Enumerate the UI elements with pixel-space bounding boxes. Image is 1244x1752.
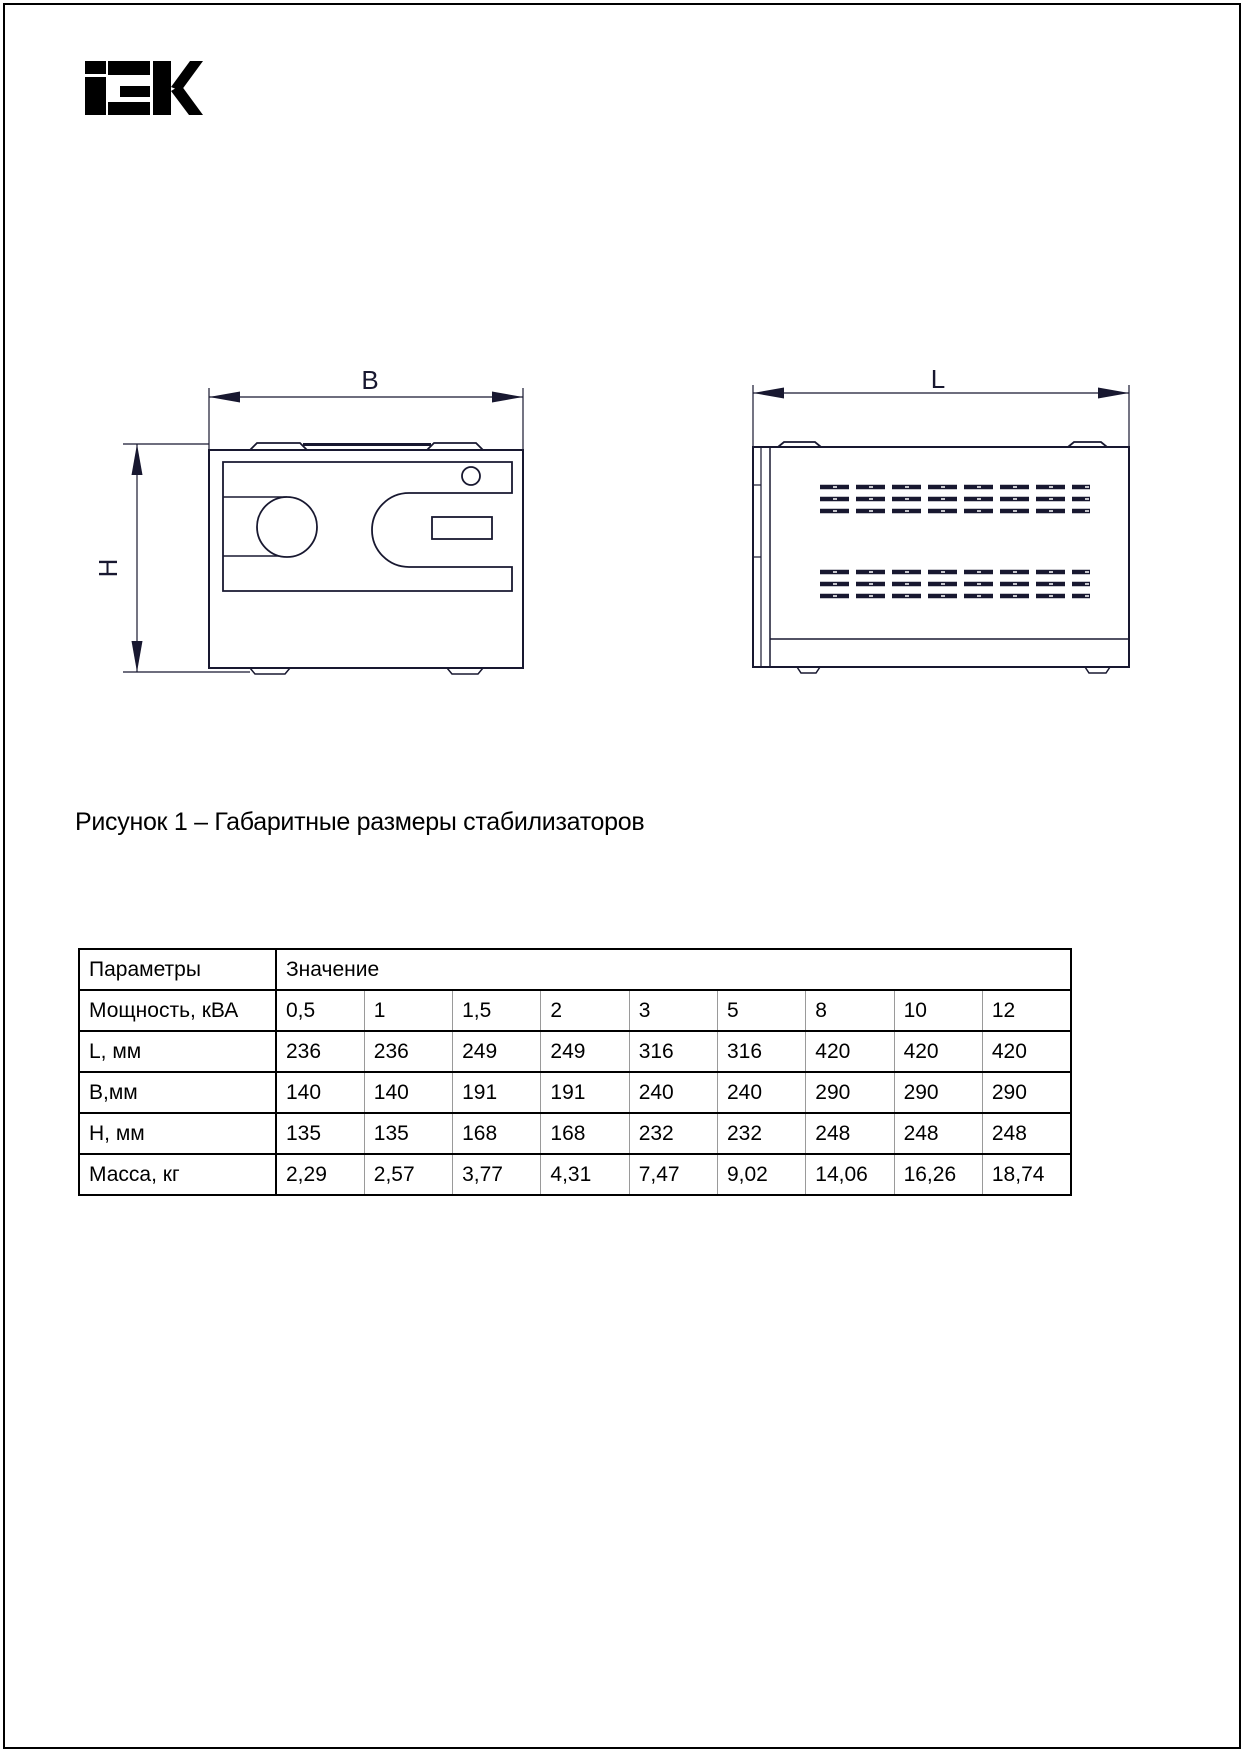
table-cell: 14,06 xyxy=(806,1154,894,1195)
table-row-power xyxy=(79,990,1071,1031)
table-cell: 420 xyxy=(806,1031,894,1072)
table-cell: 12 xyxy=(982,990,1070,1031)
display-window xyxy=(432,517,492,539)
figure-drawings xyxy=(0,0,1244,760)
row-label: Н, мм xyxy=(79,1113,276,1154)
table-cell: 248 xyxy=(982,1113,1070,1154)
value-header-cell: Значение xyxy=(286,957,380,981)
table-cell: 3,77 xyxy=(453,1154,541,1195)
vent-slots xyxy=(820,487,1090,596)
front-top-handle xyxy=(250,443,483,450)
table-cell: 232 xyxy=(717,1113,805,1154)
table-row-length xyxy=(79,1031,1071,1072)
table-cell: 240 xyxy=(717,1072,805,1113)
table-cell: 290 xyxy=(806,1072,894,1113)
table-cell: 191 xyxy=(541,1072,629,1113)
width-dimension-label: B xyxy=(361,365,379,395)
arrowhead-left-icon xyxy=(209,392,240,403)
table-cell: 240 xyxy=(629,1072,717,1113)
length-dimension-label: L xyxy=(930,364,946,394)
row-label: Мощность, кВА xyxy=(79,990,276,1031)
knob-circle xyxy=(257,497,317,557)
table-cell: 18,74 xyxy=(982,1154,1070,1195)
row-label: Масса, кг xyxy=(79,1154,276,1195)
table-cell: 420 xyxy=(894,1031,982,1072)
table-cell: 420 xyxy=(982,1031,1070,1072)
table-cell: 290 xyxy=(894,1072,982,1113)
table-cell: 0,5 xyxy=(276,990,364,1031)
table-cell: 3 xyxy=(629,990,717,1031)
table-cell: 5 xyxy=(717,990,805,1031)
front-view xyxy=(93,365,523,674)
figure-caption: Рисунок 1 – Габаритные размеры стабилизаторов xyxy=(75,808,645,836)
side-body-outline xyxy=(753,447,1129,667)
side-view xyxy=(753,364,1129,673)
table-cell: 135 xyxy=(276,1113,364,1154)
table-cell: 316 xyxy=(629,1031,717,1072)
side-front-edge xyxy=(753,447,770,667)
table-cell: 2,57 xyxy=(364,1154,452,1195)
table-cell: 7,47 xyxy=(629,1154,717,1195)
table-cell: 140 xyxy=(276,1072,364,1113)
table-cell: 8 xyxy=(806,990,894,1031)
table-cell: 290 xyxy=(982,1072,1070,1113)
table-cell: 168 xyxy=(453,1113,541,1154)
param-header-cell: Параметры xyxy=(79,949,276,990)
table-cell: 248 xyxy=(894,1113,982,1154)
table-cell: 4,31 xyxy=(541,1154,629,1195)
table-cell: 16,26 xyxy=(894,1154,982,1195)
table-cell: 2,29 xyxy=(276,1154,364,1195)
dimensions-table xyxy=(78,948,1072,1196)
table-cell: 191 xyxy=(453,1072,541,1113)
table-cell: 168 xyxy=(541,1113,629,1154)
table-cell: 2 xyxy=(541,990,629,1031)
front-control-panel xyxy=(223,462,512,591)
table-row-mass xyxy=(79,1154,1071,1195)
table-cell: 248 xyxy=(806,1113,894,1154)
arrowhead-up-icon xyxy=(132,444,143,475)
table-cell: 140 xyxy=(364,1072,452,1113)
arrowhead-down-icon xyxy=(132,641,143,672)
table-cell: 10 xyxy=(894,990,982,1031)
table-cell: 249 xyxy=(541,1031,629,1072)
table-cell: 236 xyxy=(364,1031,452,1072)
dimension-l xyxy=(753,364,1129,446)
table-row-height xyxy=(79,1113,1071,1154)
row-label: L, мм xyxy=(79,1031,276,1072)
table-cell: 1 xyxy=(364,990,452,1031)
arrowhead-left-icon xyxy=(753,388,784,399)
table-row-width xyxy=(79,1072,1071,1113)
arrowhead-right-icon xyxy=(1098,388,1129,399)
table-cell: 316 xyxy=(717,1031,805,1072)
led-indicator-circle xyxy=(462,467,480,485)
height-dimension-label: H xyxy=(93,558,123,578)
table-cell: 9,02 xyxy=(717,1154,805,1195)
table-cell: 249 xyxy=(453,1031,541,1072)
arrowhead-right-icon xyxy=(492,392,523,403)
table-cell: 232 xyxy=(629,1113,717,1154)
dimension-b xyxy=(209,365,523,449)
table-header-row xyxy=(79,949,1071,990)
row-label: В,мм xyxy=(79,1072,276,1113)
dimension-h xyxy=(93,444,250,672)
table-cell: 236 xyxy=(276,1031,364,1072)
table-cell: 1,5 xyxy=(453,990,541,1031)
table-cell: 135 xyxy=(364,1113,452,1154)
